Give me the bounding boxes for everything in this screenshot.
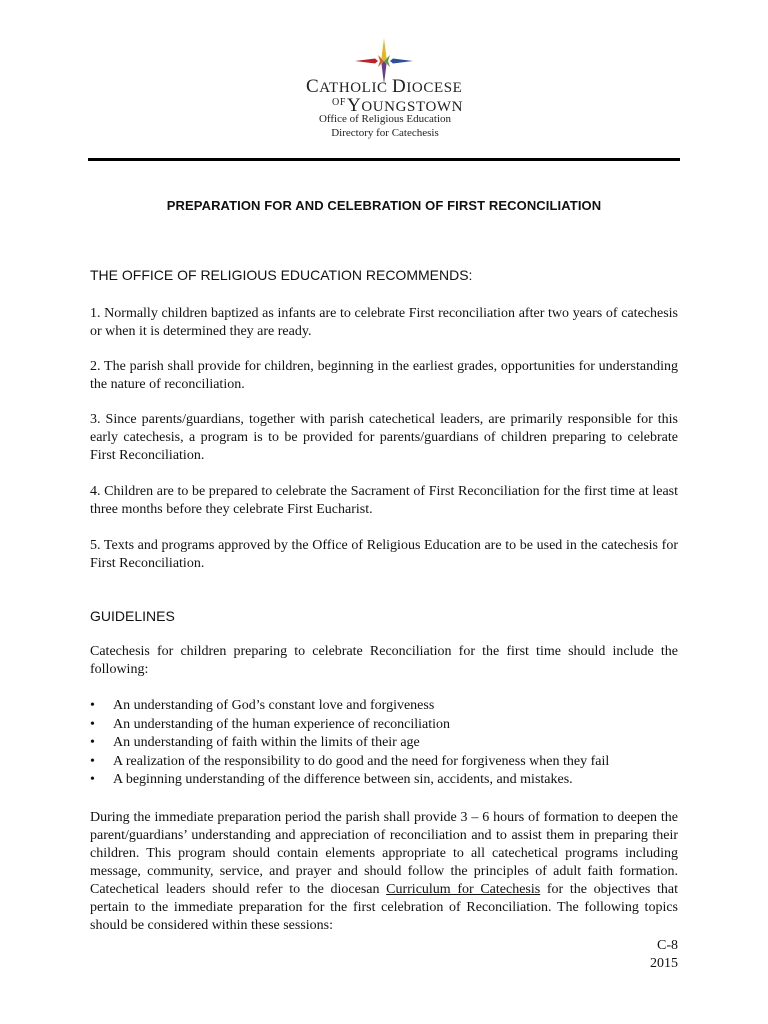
closing-text-before: During the immediate preparation period the parish shall provide 3 – 6 hours of formation to deepen the parent/guardians’ understanding and appreciation of reconciliation and to assist them in preparing their children. This program should contain elements appropriate to all catechetical programs including message, community, service, and prayer and should follow the principles of adult faith formation. Catechetical leaders should refer to the diocesan xyxy=(90,810,678,897)
page-number: C-8 xyxy=(657,938,678,953)
recommendation-2: 2. The parish shall provide for children, beginning in the earliest grades, opportunities for understanding the nature of reconciliation. xyxy=(90,359,678,392)
diocese-name xyxy=(306,78,476,117)
list-item: • A realization of the responsibility to do good and the need for forgiveness when they fail xyxy=(90,753,680,772)
guidelines-heading: GUIDELINES xyxy=(90,608,175,624)
document-title: PREPARATION FOR AND CELEBRATION OF FIRST RECONCILIATION xyxy=(166,198,602,213)
recommendation-1: 1. Normally children baptized as infants are to celebrate First reconciliation after two years of catechesis or when it is determined they are ready. xyxy=(90,306,678,339)
recommends-heading: THE OFFICE OF RELIGIOUS EDUCATION RECOMMENDS: xyxy=(90,267,473,283)
guidelines-closing-paragraph xyxy=(90,809,678,935)
recommendation-3: 3. Since parents/guardians, together with parish catechetical leaders, are primarily responsible for this early catechesis, a program is to be provided for parents/guardians of children preparing to celebrate First Reconciliation. xyxy=(90,412,678,463)
cross-left-arm xyxy=(355,59,378,64)
recommendation-5: 5. Texts and programs approved by the Office of Religious Education are to be used in the catechesis for First Reconciliation. xyxy=(90,538,678,571)
page-year: 2015 xyxy=(650,956,678,971)
list-item: • An understanding of the human experience of reconciliation xyxy=(90,716,680,735)
diocese-line-1-text: ATHOLIC xyxy=(319,80,392,96)
list-item: • An understanding of God’s constant love and forgiveness xyxy=(90,697,680,716)
closing-text-after: for the objectives that pertain to the immediate preparation for the first celebration of Reconciliation. The following topics should be considered within these sessions: xyxy=(90,882,679,933)
office-name: Office of Religious Education xyxy=(318,113,452,125)
diocese-line-2: $^{OF}$YOUNGSTOWN xyxy=(332,95,464,116)
office-block xyxy=(260,113,510,140)
header-divider xyxy=(88,158,680,161)
recommendation-4: 4. Children are to be prepared to celebrate the Sacrament of First Reconciliation for the first time at least three months before they celebrate First Eucharist. xyxy=(90,484,678,517)
guidelines-intro: Catechesis for children preparing to celebrate Reconciliation for the first time should include the following: xyxy=(90,644,678,677)
cross-right-arm xyxy=(390,59,413,64)
list-item: • A beginning understanding of the difference between sin, accidents, and mistakes. xyxy=(90,771,680,790)
diocese-line-1: CATHOLIC DIOCESE xyxy=(306,76,463,97)
cross-top-arm xyxy=(382,38,387,61)
curriculum-link[interactable]: Curriculum for Catechesis xyxy=(386,882,541,897)
list-item: • An understanding of faith within the limits of their age xyxy=(90,734,680,753)
directory-name: Directory for Catechesis xyxy=(331,126,439,139)
guidelines-bullet-list xyxy=(90,697,680,790)
